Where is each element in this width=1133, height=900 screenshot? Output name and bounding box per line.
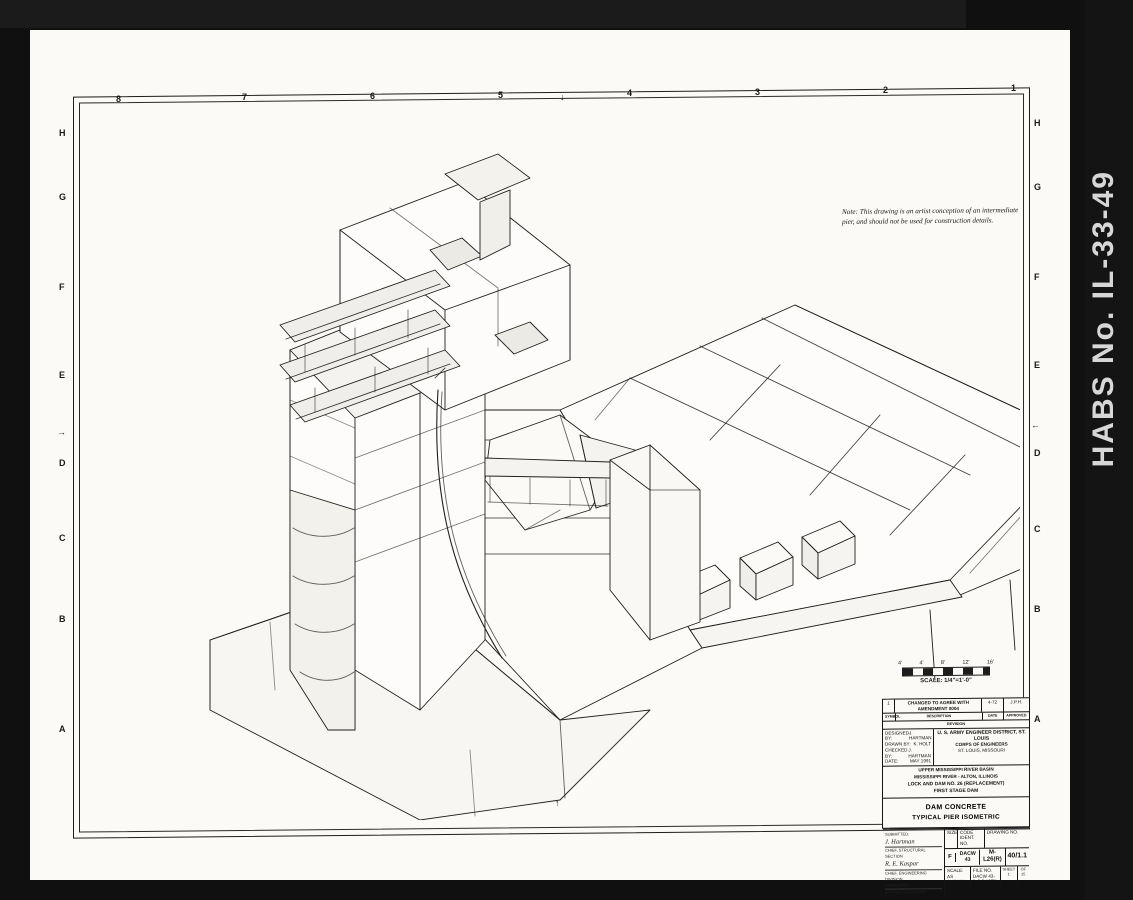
project-line-4: FIRST STAGE DAM: [933, 789, 979, 795]
size-value: F: [945, 853, 956, 863]
size-label: SIZE: [945, 829, 958, 848]
grid-col-4: 4: [627, 88, 633, 98]
grid-row-F-left: F: [59, 282, 65, 292]
recommended-title: CHIEF, ENGINEERING DIVISION: [885, 869, 942, 883]
grid-col-5: 5: [498, 90, 504, 100]
title-block: [882, 697, 1030, 895]
recommended-signature: R. E. Kaspar: [885, 860, 919, 869]
scale-tick-0: 4': [898, 660, 903, 667]
drawing-sheet: [30, 30, 1070, 895]
grid-row-C-right: C: [1034, 524, 1041, 534]
scale-bar: [896, 659, 996, 684]
agency-line-3: ST. LOUIS, MISSOURI: [958, 747, 1005, 753]
grid-col-6: 6: [370, 91, 376, 101]
designed-by-value: J. HARTMAN: [909, 730, 932, 741]
sheet-of: OF 15: [1020, 867, 1026, 876]
grid-row-E-left: E: [59, 370, 66, 380]
scale-tick-1: 4': [919, 660, 924, 667]
identifier-column: [945, 828, 1029, 897]
scale-tick-3: 12': [962, 659, 970, 666]
credits-column: [883, 729, 934, 766]
revision-header-description: DESCRIPTION: [896, 713, 983, 720]
center-mark-left-icon: →: [57, 427, 66, 437]
grid-row-G-right: G: [1034, 182, 1042, 192]
submitted-signature: J. Hartman: [885, 837, 915, 846]
project-line-1: UPPER MISSISSIPPI RIVER BASIN: [918, 766, 994, 773]
grid-row-A-right: A: [1034, 714, 1041, 724]
drawing-no-value: M-L26(R): [980, 848, 1005, 865]
grid-col-3: 3: [755, 87, 761, 97]
approved-title: DISTRICT ENGINEER: [885, 888, 942, 896]
revision-date: 4-72: [982, 699, 1003, 713]
scale-tick-labels: [898, 659, 994, 666]
grid-row-B-left: B: [59, 614, 66, 624]
revision-header-symbol: SYMBOL: [885, 715, 901, 720]
grid-row-D-right: D: [1034, 448, 1041, 458]
scale-tick-4: 16': [986, 659, 994, 666]
drawn-by-value: K. HOLT: [913, 741, 931, 747]
revision-header-date: DATE: [983, 713, 1004, 720]
checked-by-label: CHECKED BY:: [885, 747, 908, 759]
plate-no-value: 40/1.1: [1007, 852, 1027, 860]
scale-bar-graphic: [902, 667, 990, 677]
submitted-label: SUBMITTED:: [885, 831, 910, 837]
project-row: [883, 765, 1029, 798]
checked-by-value: J. HARTMAN: [908, 747, 932, 759]
film-edge-top: [0, 0, 966, 28]
grid-row-D-left: D: [59, 458, 66, 468]
center-mark-top-icon: ↓: [560, 92, 565, 102]
center-mark-right-icon: ←: [1031, 420, 1040, 430]
grid-row-H-right: H: [1034, 118, 1041, 128]
grid-row-A-left: A: [59, 724, 66, 734]
code-ident-value: DACW 43: [956, 850, 980, 865]
grid-row-G-left: G: [59, 192, 67, 202]
grid-col-1: 1: [1011, 83, 1017, 93]
grid-col-7: 7: [242, 92, 248, 102]
agency-column: [934, 728, 1029, 765]
project-column: [883, 765, 1029, 797]
grid-row-H-left: H: [59, 128, 66, 138]
revision-symbol: 1: [883, 700, 895, 714]
revision-description: CHANGED TO AGREE WITH AMENDMENT 0004: [895, 699, 982, 713]
approved-label: APPROVED:: [885, 882, 909, 888]
sheet-title-column: [883, 799, 1029, 825]
project-line-2: MISSISSIPPI RIVER - ALTON, ILLINOIS: [914, 773, 998, 780]
drawing-note: Note: This drawing is an artist conception of an intermediate pier, and should not be used for construction details.: [842, 206, 1019, 227]
submitted-title: CHIEF, STRUCTURAL SECTION: [885, 846, 942, 860]
grid-row-F-right: F: [1034, 272, 1040, 282]
drawn-by-label: DRAWN BY:: [885, 741, 911, 747]
sheet-title-line-1: DAM CONCRETE: [925, 803, 987, 812]
grid-row-E-right: E: [1034, 360, 1041, 370]
drawing-no-label: DRAWING NO.: [986, 828, 1019, 835]
revision-section-label: REVISION: [946, 721, 966, 727]
grid-col-2: 2: [883, 85, 889, 95]
code-ident-label: CODE IDENT. NO.: [958, 828, 985, 847]
date-value: MAY 1991: [909, 758, 931, 764]
sheet-inner: [30, 30, 1070, 895]
center-mark-bottom-icon: ↑: [555, 798, 560, 808]
date-label: DATE:: [885, 758, 899, 765]
revision-header-approved: APPROVED: [1006, 713, 1027, 718]
scale-label: SCALE: 1/4"=1'-0": [920, 677, 972, 685]
grid-row-B-right: B: [1034, 604, 1041, 614]
grid-col-8: 8: [116, 94, 122, 104]
habs-stamp: HABS No. IL-33-49: [1087, 170, 1120, 468]
signature-column: [883, 829, 945, 898]
project-line-3: LOCK AND DAM NO. 26 (REPLACEMENT): [907, 781, 1005, 788]
sheet-title-row: [883, 797, 1029, 829]
sheet-number: SHEET 1: [1001, 866, 1018, 885]
credits-and-agency-row: [883, 728, 1029, 767]
revision-approved: J.P.H.: [1010, 699, 1023, 705]
scale-note: SCALE: AS SHOWN: [945, 867, 971, 886]
grid-row-C-left: C: [59, 533, 66, 543]
scale-tick-2: 8': [940, 660, 945, 667]
designed-by-label: DESIGNED BY:: [885, 730, 909, 742]
agency-line-1: U. S. ARMY ENGINEER DISTRICT, ST. LOUIS: [937, 729, 1026, 742]
file-note: FILE NO. DACW 43-B-0-0-1885: [971, 866, 1001, 885]
sheet-title-line-2: TYPICAL PIER ISOMETRIC: [912, 813, 1000, 822]
identifiers-row: [883, 828, 1029, 898]
agency-line-2: CORPS OF ENGINEERS: [955, 741, 1008, 748]
revision-row: [883, 698, 1029, 714]
